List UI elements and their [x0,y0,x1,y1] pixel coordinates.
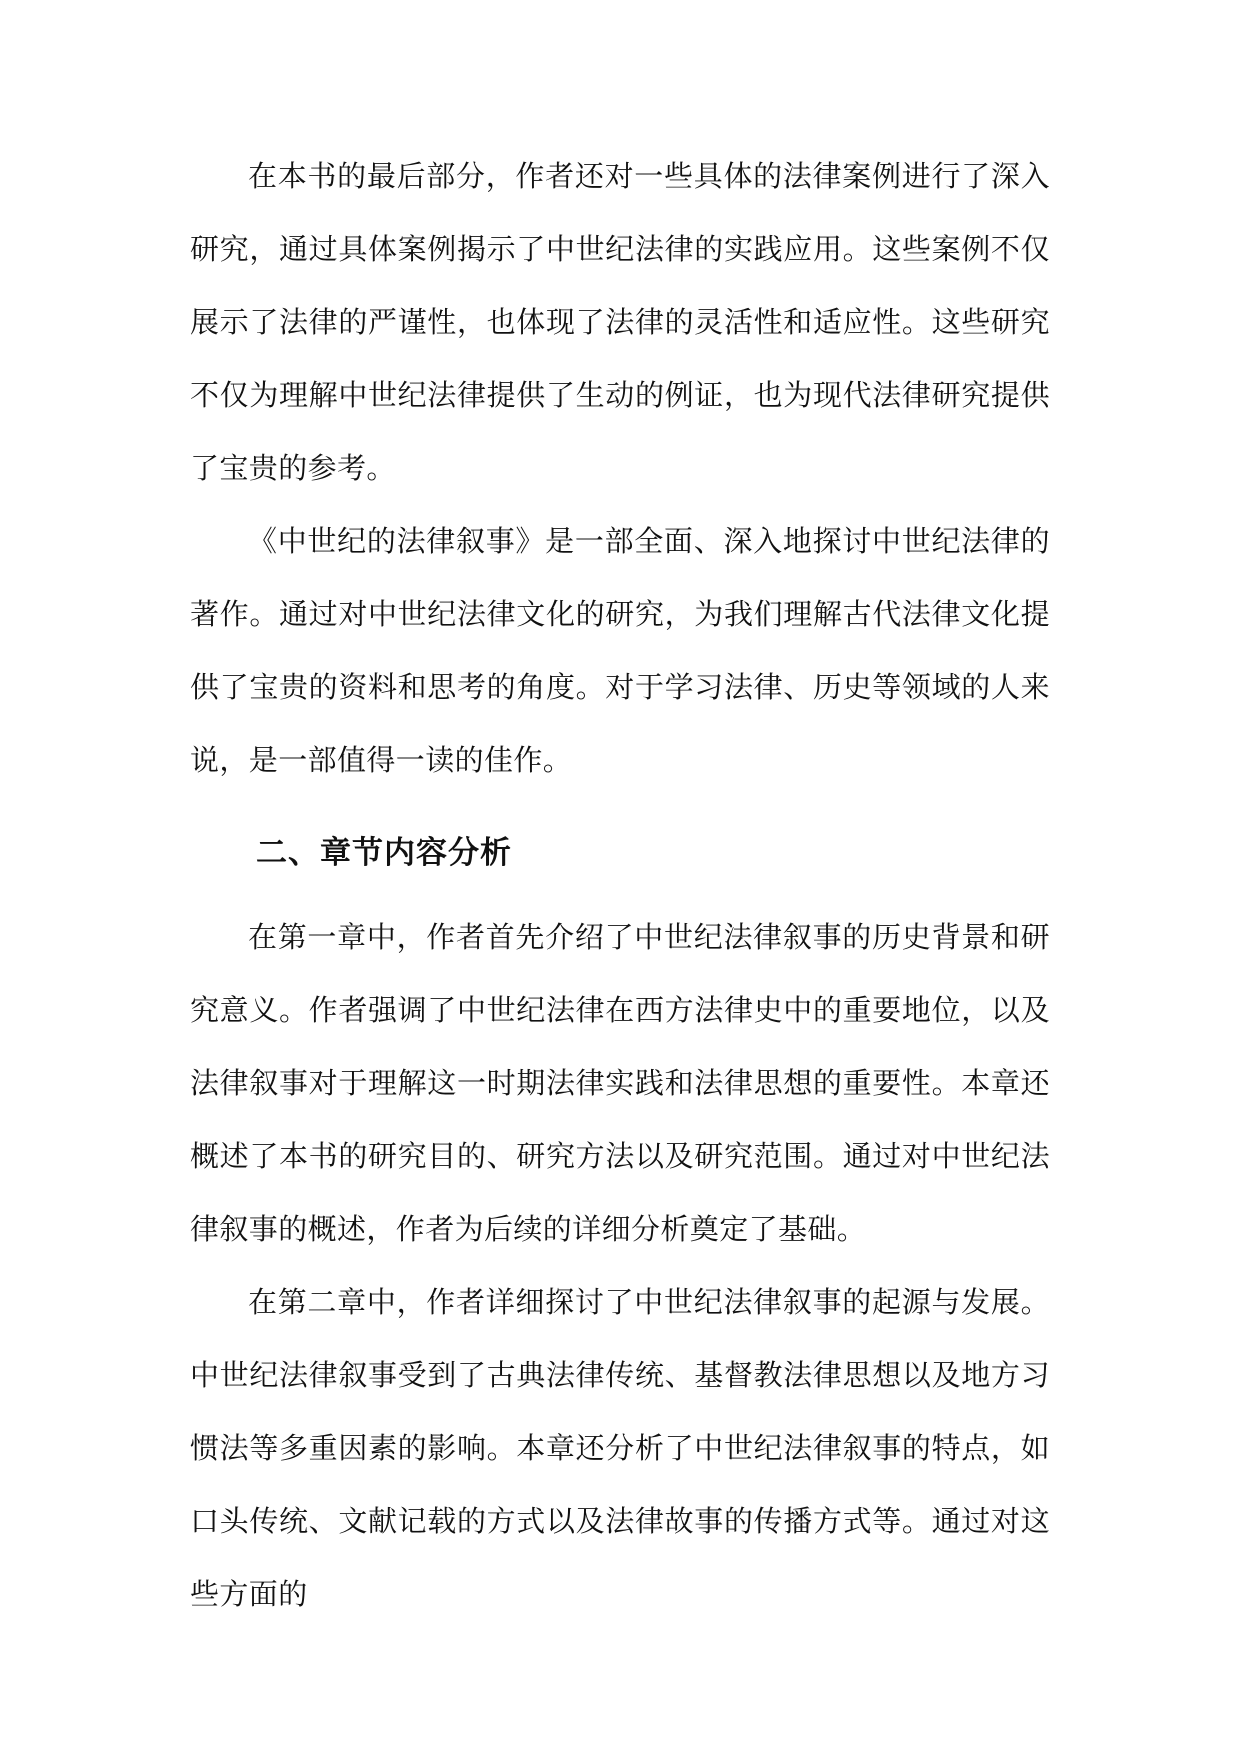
paragraph-case-studies: 在本书的最后部分，作者还对一些具体的法律案例进行了深入研究，通过具体案例揭示了中世纪法律的实践应用。这些案例不仅展示了法律的严谨性，也体现了法律的灵活性和适应性。这些研究不仅为理解中世纪法律提供了生动的例证，也为现代法律研究提供了宝贵的参考。 [190,159,1050,485]
section-heading: 二、章节内容分析 [256,835,512,871]
paragraph-book-summary: 《中世纪的法律叙事》是一部全面、深入地探讨中世纪法律的著作。通过对中世纪法律文化的研究，为我们理解古代法律文化提供了宝贵的资料和思考的角度。对于学习法律、历史等领域的人来说，是一部值得一读的佳作。 [190,524,1050,777]
paragraph-chapter-two: 在第二章中，作者详细探讨了中世纪法律叙事的起源与发展。中世纪法律叙事受到了古典法律传统、基督教法律思想以及地方习惯法等多重因素的影响。本章还分析了中世纪法律叙事的特点，如口头传统、文献记载的方式以及法律故事的传播方式等。通过对这些方面的 [190,1285,1050,1611]
paragraph-chapter-one: 在第一章中，作者首先介绍了中世纪法律叙事的历史背景和研究意义。作者强调了中世纪法律在西方法律史中的重要地位，以及法律叙事对于理解这一时期法律实践和法律思想的重要性。本章还概述了本书的研究目的、研究方法以及研究范围。通过对中世纪法律叙事的概述，作者为后续的详细分析奠定了基础。 [190,920,1050,1246]
page-content [190,140,1050,1631]
